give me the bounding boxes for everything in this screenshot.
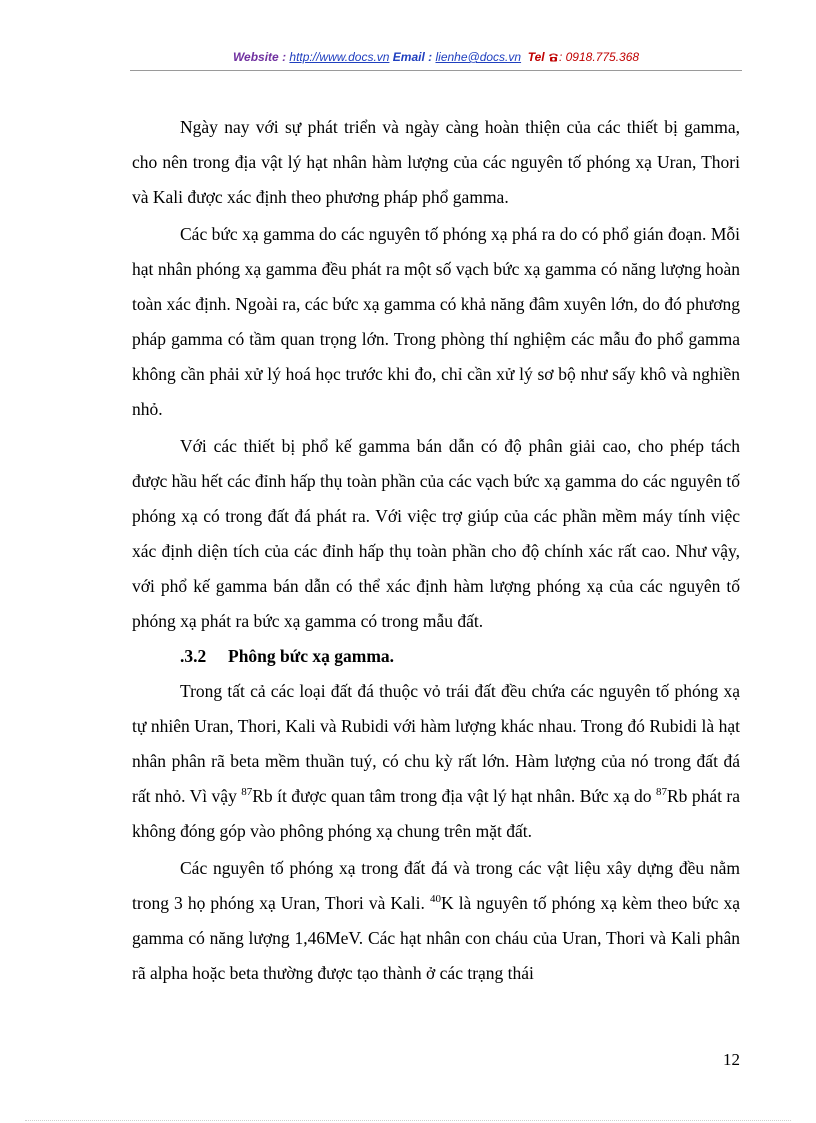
paragraph-gamma-spectrum: Các bức xạ gamma do các nguyên tố phóng xạ phá ra do có phổ gián đoạn. Mỗi hạt nhân phóng xạ gamma đều phát ra một số vạch bức xạ gamma có năng lượng hoàn toàn xác định. Ngoài ra, các bức xạ gamma có khả năng đâm xuyên lớn, do đó phương pháp gamma có tầm quan trọng lớn. Trong phòng thí nghiệm các mẫu đo phổ gamma không cần phải xử lý hoá học trước khi đo, chỉ cần xử lý sơ bộ như sấy khô và nghiền nhỏ. (132, 224, 740, 419)
page-number: 12 (723, 1050, 740, 1069)
page-bottom-border (25, 1120, 791, 1121)
website-label: Website : (232, 50, 290, 64)
phone-number: : 0918.775.368 (558, 50, 640, 64)
isotope-symbol: Rb (252, 786, 273, 806)
paragraph-gamma-intro: Ngày nay với sự phát triển và ngày càng hoàn thiện của các thiết bị gamma, cho nên trong địa vật lý hạt nhân hàm lượng của các nguyên tố phóng xạ Uran, Thori và Kali được xác định theo phương pháp phổ gamma. (132, 117, 740, 207)
header-divider (130, 70, 742, 71)
section-title: Phông bức xạ gamma. (228, 646, 395, 666)
phone-icon (548, 50, 559, 64)
isotope-mass: 40 (429, 893, 441, 905)
isotope-mass: 87 (655, 786, 667, 798)
website-link[interactable]: http://www.docs.vn (289, 50, 390, 64)
section-number: .3.2 (180, 646, 207, 666)
email-label: Email : (392, 50, 436, 64)
email-link[interactable]: lienhe@docs.vn (435, 50, 522, 64)
tel-label: Tel (527, 50, 548, 64)
isotope-mass: 87 (241, 786, 253, 798)
document-body (132, 110, 740, 993)
isotope-symbol: Rb (666, 786, 688, 806)
page-header (130, 50, 742, 64)
isotope-symbol: K (440, 893, 454, 913)
paragraph-rubidium: Trong tất cả các loại đất đá thuộc vỏ trái đất đều chứa các nguyên tố phóng xạ tự nhiên Uran, Thori, Kali và Rubidi với hàm lượng khác nhau. Trong đó Rubidi là hạt nhân phân rã beta mềm thuần tuý, có chu kỳ rất lớn. Hàm lượng của nó trong đất đá rất nhỏ. Vì vậy $^{87}$Rb ít được quan tâm trong địa vật lý hạt nhân. Bức xạ do $^{87}$Rb phát ra không đóng góp vào phông phóng xạ chung trên mặt đất. (132, 681, 740, 841)
paragraph-potassium: Các nguyên tố phóng xạ trong đất đá và trong các vật liệu xây dựng đều nằm trong 3 họ phóng xạ Uran, Thori và Kali. $^{40}$K là nguyên tố phóng xạ kèm theo bức xạ gamma có năng lượng 1,46MeV. Các hạt nhân con cháu của Uran, Thori và Kali phân rã alpha hoặc beta thường được tạo thành ở các trạng thái (132, 858, 740, 983)
paragraph-semiconductor-spectrometer: Với các thiết bị phổ kế gamma bán dẫn có độ phân giải cao, cho phép tách được hầu hết các đỉnh hấp thụ toàn phần của các vạch bức xạ gamma do các nguyên tố phóng xạ có trong đất đá phát ra. Với việc trợ giúp của các phần mềm máy tính việc xác định diện tích của các đỉnh hấp thụ toàn phần cho độ chính xác rất cao. Như vậy, với phổ kế gamma bán dẫn có thể xác định hàm lượng phóng xạ của các nguyên tố phóng xạ phát ra bức xạ gamma có trong mẫu đất. (132, 436, 740, 631)
section-heading (132, 639, 740, 674)
